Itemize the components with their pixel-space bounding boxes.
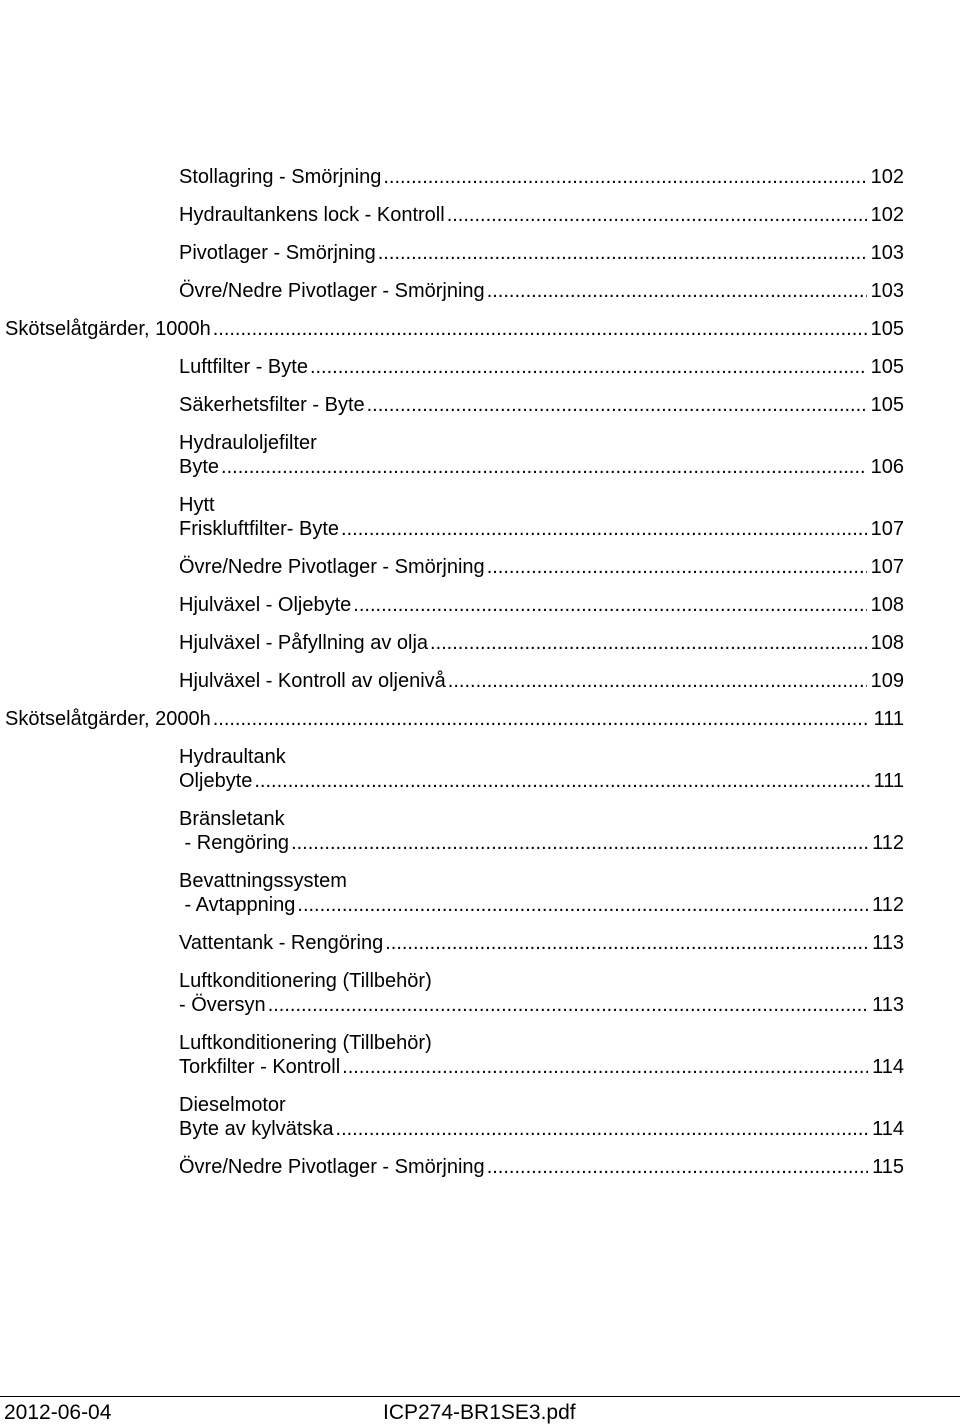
toc-entry-title: - Avtappning xyxy=(179,894,296,916)
toc-page-number: 115 xyxy=(872,1156,904,1178)
toc-entry-line xyxy=(179,593,904,617)
toc-entry-title: - Rengöring xyxy=(179,832,290,854)
toc-entry-line xyxy=(179,203,904,227)
toc-entry-title: Byte av kylvätska xyxy=(179,1118,334,1140)
toc-page-number: 114 xyxy=(872,1056,904,1078)
toc-dot-leader xyxy=(268,993,868,1017)
toc-entry-line xyxy=(179,831,904,855)
toc-entry-heading: Bevattningssystem xyxy=(179,870,347,892)
toc-entry-title: Hjulväxel - Oljebyte xyxy=(179,594,352,616)
toc-entry-title: Luftfilter - Byte xyxy=(179,356,308,378)
toc-entry-title: Byte xyxy=(179,456,220,478)
toc-entry[interactable] xyxy=(0,869,960,917)
toc-dot-leader xyxy=(487,279,867,303)
toc-entry-title: Vattentank - Rengöring xyxy=(179,932,384,954)
toc-dot-leader xyxy=(487,1155,868,1179)
toc-entry-title: Säkerhetsfilter - Byte xyxy=(179,394,365,416)
toc-entry-line xyxy=(179,993,904,1017)
toc-entry-title: - Översyn xyxy=(179,994,266,1016)
toc-dot-leader xyxy=(487,555,867,579)
toc-entry-heading: Luftkonditionering (Tillbehör) xyxy=(179,1032,432,1054)
toc-entry-title: Torkfilter - Kontroll xyxy=(179,1056,341,1078)
toc-page-number: 112 xyxy=(872,832,904,854)
toc-entry[interactable] xyxy=(0,1155,960,1179)
toc-entry-line xyxy=(5,317,904,341)
toc-entry-line xyxy=(179,893,904,917)
toc-entry-heading: Hytt xyxy=(179,494,215,516)
toc-entry-line xyxy=(179,555,904,579)
toc-entry-title: Hydraultankens lock - Kontroll xyxy=(179,204,445,226)
toc-entry-line xyxy=(179,355,904,379)
toc-dot-leader xyxy=(213,317,867,341)
toc-page-number: 114 xyxy=(872,1118,904,1140)
toc-dot-leader xyxy=(383,165,866,189)
toc-dot-leader xyxy=(353,593,866,617)
toc-entry-heading: Bränsletank xyxy=(179,808,285,830)
toc-dot-leader xyxy=(367,393,867,417)
toc-dot-leader xyxy=(310,355,867,379)
toc-entry-title: Övre/Nedre Pivotlager - Smörjning xyxy=(179,556,485,578)
toc-page-number: 107 xyxy=(870,556,904,578)
toc-entry-title: Oljebyte xyxy=(179,770,253,792)
toc-entry[interactable] xyxy=(0,279,960,303)
toc-entry[interactable] xyxy=(0,431,960,479)
toc-entry[interactable] xyxy=(0,317,960,341)
toc-entry[interactable] xyxy=(0,241,960,265)
toc-entry[interactable] xyxy=(0,555,960,579)
toc-dot-leader xyxy=(378,241,867,265)
toc-dot-leader xyxy=(221,455,867,479)
toc-page-number: 108 xyxy=(870,632,904,654)
footer-filename: ICP274-BR1SE3.pdf xyxy=(383,1401,576,1424)
toc-entry-line xyxy=(179,393,904,417)
toc-entry-title: Friskluftfilter- Byte xyxy=(179,518,340,540)
toc-entry-line xyxy=(5,707,904,731)
toc-dot-leader xyxy=(342,1055,868,1079)
toc-page-number: 111 xyxy=(873,770,904,792)
toc-dot-leader xyxy=(385,931,868,955)
toc-entry-title: Hjulväxel - Kontroll av oljenivå xyxy=(179,670,446,692)
toc-entry-title: Övre/Nedre Pivotlager - Smörjning xyxy=(179,280,485,302)
toc-entry-line xyxy=(179,1155,904,1179)
toc-dot-leader xyxy=(341,517,867,541)
toc-page-number: 105 xyxy=(870,394,904,416)
toc-page-number: 113 xyxy=(872,994,904,1016)
toc-entry[interactable] xyxy=(0,355,960,379)
toc-page-number: 106 xyxy=(870,456,904,478)
toc-page-number: 103 xyxy=(870,280,904,302)
toc-entry-line xyxy=(179,455,904,479)
toc-entry[interactable] xyxy=(0,807,960,855)
toc-entry-title: Övre/Nedre Pivotlager - Smörjning xyxy=(179,1156,485,1178)
toc-entry[interactable] xyxy=(0,1093,960,1141)
toc-entry-line xyxy=(179,241,904,265)
toc-entry-title: Hjulväxel - Påfyllning av olja xyxy=(179,632,429,654)
toc-entry-title: Pivotlager - Smörjning xyxy=(179,242,376,264)
toc-entry[interactable] xyxy=(0,165,960,189)
toc-dot-leader xyxy=(213,707,870,731)
toc-entry[interactable] xyxy=(0,669,960,693)
toc-entry-heading: Hydraultank xyxy=(179,746,286,768)
toc-entry-line xyxy=(179,1117,904,1141)
toc-page-number: 108 xyxy=(870,594,904,616)
toc-entry[interactable] xyxy=(0,631,960,655)
toc-entry-heading: Hydrauloljefilter xyxy=(179,432,317,454)
page-footer xyxy=(0,1396,960,1426)
toc-entry[interactable] xyxy=(0,969,960,1017)
toc-entry-line xyxy=(179,517,904,541)
toc-page-number: 113 xyxy=(872,932,904,954)
toc-entry-title: Stollagring - Smörjning xyxy=(179,166,382,188)
toc-dot-leader xyxy=(291,831,868,855)
toc-entry[interactable] xyxy=(0,493,960,541)
toc-entry-line xyxy=(179,769,904,793)
toc-page-number: 105 xyxy=(870,318,904,340)
toc-page-number: 107 xyxy=(870,518,904,540)
toc-page-number: 112 xyxy=(872,894,904,916)
toc-page-number: 105 xyxy=(870,356,904,378)
toc-entry[interactable] xyxy=(0,203,960,227)
toc-page-number: 102 xyxy=(870,166,904,188)
toc-entry-title: Skötselåtgärder, 2000h xyxy=(5,708,211,730)
toc-dot-leader xyxy=(297,893,868,917)
footer-date: 2012-06-04 xyxy=(4,1401,112,1424)
toc-entry-title: Skötselåtgärder, 1000h xyxy=(5,318,211,340)
toc-entry-line xyxy=(179,669,904,693)
toc-dot-leader xyxy=(336,1117,869,1141)
toc-page-number: 102 xyxy=(870,204,904,226)
toc-entry[interactable] xyxy=(0,1031,960,1079)
toc-page-number: 111 xyxy=(873,708,904,730)
toc-page-number: 103 xyxy=(870,242,904,264)
toc-dot-leader xyxy=(430,631,867,655)
toc-entry-line xyxy=(179,279,904,303)
toc-entry[interactable] xyxy=(0,393,960,417)
toc-entry[interactable] xyxy=(0,745,960,793)
toc-entry[interactable] xyxy=(0,931,960,955)
toc-entry[interactable] xyxy=(0,593,960,617)
toc-entry-heading: Dieselmotor xyxy=(179,1094,286,1116)
toc-entry-line xyxy=(179,631,904,655)
toc-page-number: 109 xyxy=(870,670,904,692)
toc-dot-leader xyxy=(447,203,867,227)
toc-entry-line xyxy=(179,1055,904,1079)
toc-entry-heading: Luftkonditionering (Tillbehör) xyxy=(179,970,432,992)
toc-entry-line xyxy=(179,931,904,955)
toc-dot-leader xyxy=(448,669,867,693)
toc-dot-leader xyxy=(254,769,869,793)
toc-entry[interactable] xyxy=(0,707,960,731)
toc-entry-line xyxy=(179,165,904,189)
table-of-contents xyxy=(0,165,960,1193)
